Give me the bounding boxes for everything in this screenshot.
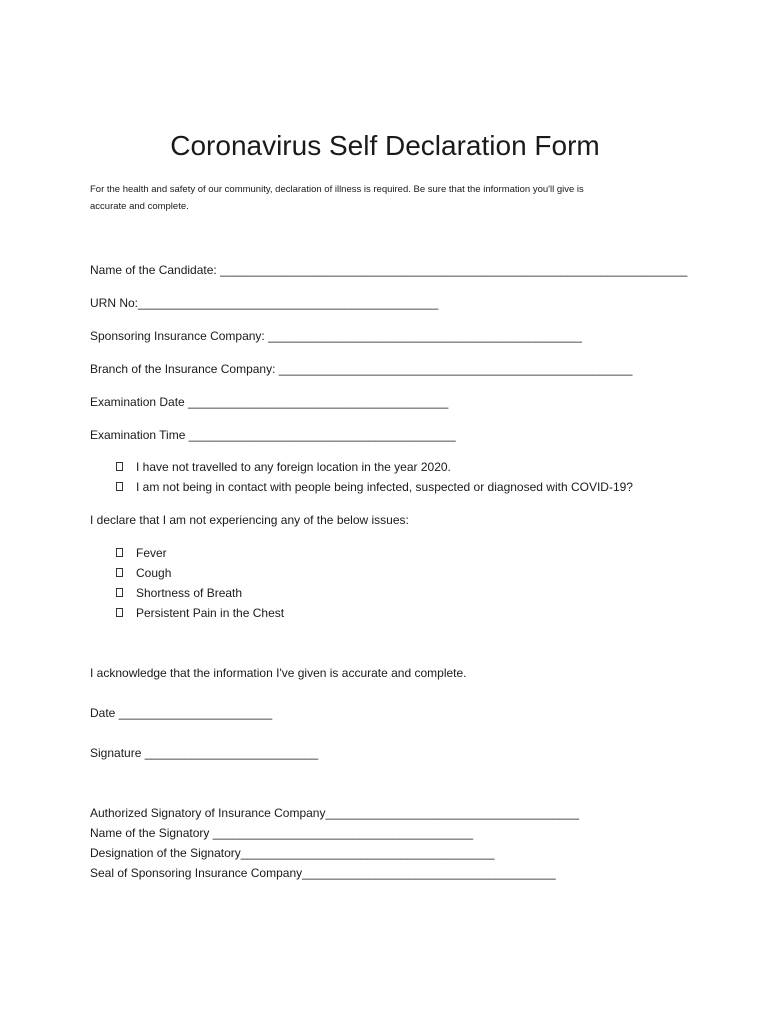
candidate-name-field[interactable]: Name of the Candidate: ______________________________________________________________________ — [90, 263, 688, 277]
checkbox-label-contact: I am not being in contact with people being infected, suspected or diagnosed with COVID-19? — [136, 480, 633, 494]
checkbox-shortness-of-breath[interactable] — [116, 588, 123, 597]
checkbox-label-fever: Fever — [136, 546, 167, 560]
intro-line-2: accurate and complete. — [90, 201, 189, 212]
declare-text: I declare that I am not experiencing any of the below issues: — [90, 513, 409, 527]
seal-field[interactable]: Seal of Sponsoring Insurance Company______________________________________ — [90, 866, 556, 880]
checkbox-cough[interactable] — [116, 568, 123, 577]
signatory-designation-field[interactable]: Designation of the Signatory______________________________________ — [90, 846, 495, 860]
date-field[interactable]: Date _______________________ — [90, 706, 273, 720]
form-title: Coronavirus Self Declaration Form — [170, 130, 600, 161]
checkbox-label-cough: Cough — [136, 566, 172, 580]
form-intro — [90, 181, 650, 215]
checkbox-label-shortness-of-breath: Shortness of Breath — [136, 586, 243, 600]
checkbox-fever[interactable] — [116, 548, 123, 557]
checkbox-contact[interactable] — [116, 482, 123, 491]
exam-date-field[interactable]: Examination Date _______________________________________ — [90, 395, 449, 409]
branch-field[interactable]: Branch of the Insurance Company: _____________________________________________________ — [90, 362, 633, 376]
checkbox-label-chest-pain: Persistent Pain in the Chest — [136, 606, 285, 620]
sponsoring-company-field[interactable]: Sponsoring Insurance Company: _______________________________________________ — [90, 329, 582, 343]
checkbox-chest-pain[interactable] — [116, 608, 123, 617]
exam-time-field[interactable]: Examination Time ________________________________________ — [90, 428, 456, 442]
acknowledge-text: I acknowledge that the information I've given is accurate and complete. — [90, 666, 467, 680]
checkbox-travel[interactable] — [116, 462, 123, 471]
signature-field[interactable]: Signature __________________________ — [90, 746, 319, 760]
checkbox-label-travel: I have not travelled to any foreign location in the year 2020. — [136, 460, 451, 474]
intro-line-1: For the health and safety of our community, declaration of illness is required. Be sure that the information you'll give is — [90, 184, 584, 195]
urn-field[interactable]: URN No:_____________________________________________ — [90, 296, 439, 310]
signatory-name-field[interactable]: Name of the Signatory _______________________________________ — [90, 826, 474, 840]
authorized-signatory-field[interactable]: Authorized Signatory of Insurance Company______________________________________ — [90, 806, 580, 820]
